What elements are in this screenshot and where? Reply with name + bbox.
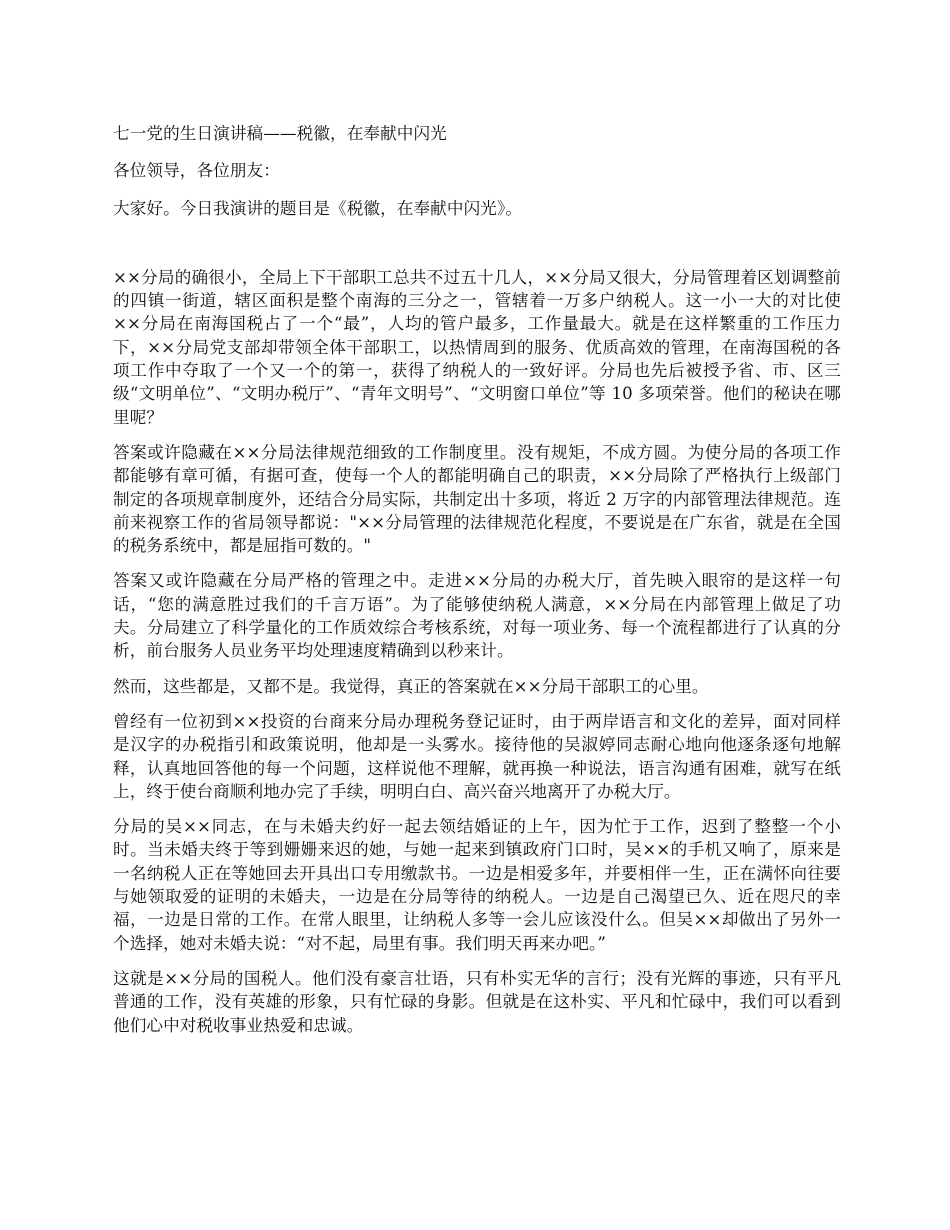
paragraph: 然而，这些都是，又都不是。我觉得，真正的答案就在××分局干部职工的心里。 bbox=[113, 676, 709, 696]
intro-line: 大家好。今日我演讲的题目是《税徽，在奉献中闪光》。 bbox=[113, 198, 523, 218]
paragraph: 这就是××分局的国税人。他们没有豪言壮语，只有朴实无华的言行；没有光辉的事迹，只有平凡普通的工作，没有英雄的形象，只有忙碌的身影。但就是在这朴实、平凡和忙碌中，我们可以看到他们心中对税收事业热爱和忠诚。 bbox=[113, 968, 841, 1035]
paragraph: 曾经有一位初到××投资的台商来分局办理税务登记证时，由于两岸语言和文化的差异，面对同样是汉字的办税指引和政策说明，他却是一头雾水。接待他的吴淑婷同志耐心地向他逐条逐句地解释，认真地回答他的每一个问题，这样说他不理解，就再换一种说法，语言沟通有困难，就写在纸上，终于使台商顺利地办完了手续，明明白白、高兴奋兴地离开了办税大厅。 bbox=[113, 711, 841, 801]
paragraph: 分局的吴××同志，在与未婚夫约好一起去领结婚证的上午，因为忙于工作，迟到了整整一个小时。当未婚夫终于等到姗姗来迟的她，与她一起来到镇政府门口时，吴××的手机又响了，原来是一名纳税人正在等她回去开具出口专用缴款书。一边是相爱多年，并要相伴一生，正在满怀向往要与她领取爱的证明的未婚夫，一边是在分局等待的纳税人。一边是自己渴望已久、近在咫尺的幸福，一边是日常的工作。在常人眼里，让纳税人多等一会儿应该没什么。但吴××却做出了另外一个选择，她对未婚夫说：“对不起，局里有事。我们明天再来办吧。” bbox=[113, 817, 841, 953]
paragraph: 答案又或许隐藏在分局严格的管理之中。走进××分局的办税大厅，首先映入眼帘的是这样一句话，“您的满意胜过我们的千言万语”。为了能够使纳税人满意，××分局在内部管理上做足了功夫。分局建立了科学量化的工作质效综合考核系统，对每一项业务、每一个流程都进行了认真的分析，前台服务人员业务平均处理速度精确到以秒来计。 bbox=[113, 571, 841, 661]
salutation: 各位领导，各位朋友： bbox=[113, 161, 280, 181]
paragraph: 答案或许隐藏在××分局法律规范细致的工作制度里。没有规矩，不成方圆。为使分局的各项工作都能够有章可循，有据可查，使每一个人的都能明确自己的职责，××分局除了严格执行上级部门制定的各项规章制度外，还结合分局实际，共制定出十多项，将近 2 万字的内部管理法律规范。连前来视察工作的省局领导都说："××分局管理的法律规范化程度，不要说是在广东省，就是在全国的税务系统中，都是屈指可数的。" bbox=[113, 442, 841, 556]
document-title: 七一党的生日演讲稿——税徽，在奉献中闪光 bbox=[113, 124, 447, 143]
document-body bbox=[113, 122, 841, 1049]
paragraph: ××分局的确很小，全局上下干部职工总共不过五十几人，××分局又很大，分局管理着区划调整前的四镇一街道，辖区面积是整个南海的三分之一，管辖着一万多户纳税人。这一小一大的对比使××分局在南海国税占了一个“最”，人均的管户最多，工作量最大。就是在这样繁重的工作压力下，××分局党支部却带领全体干部职工，以热情周到的服务、优质高效的管理，在南海国税的各项工作中夺取了一个又一个的第一，获得了纳税人的一致好评。分局也先后被授予省、市、区三级“文明单位”、“文明办税厅”、“青年文明号”、“文明窗口单位”等 10 多项荣誉。他们的秘诀在哪里呢？ bbox=[113, 267, 841, 427]
